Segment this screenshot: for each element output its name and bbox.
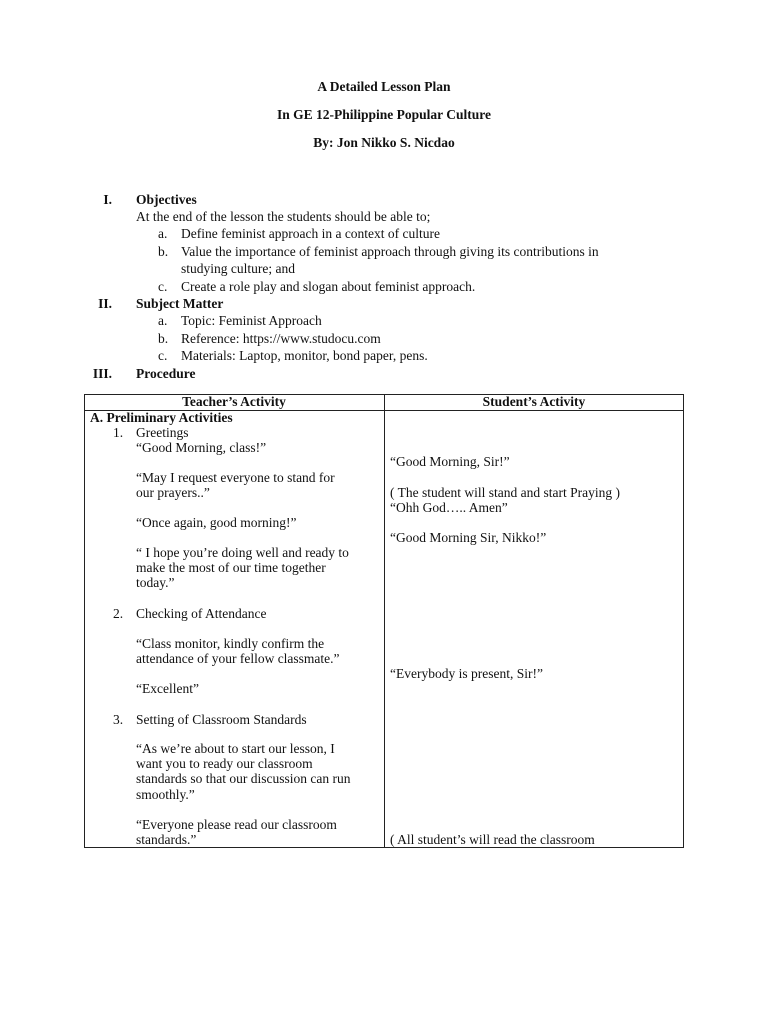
standards-number: 3. (113, 712, 124, 727)
attendance-heading: Checking of Attendance (136, 606, 267, 621)
objective-item-b-line2: studying culture; and (181, 261, 295, 276)
procedure-heading: Procedure (136, 366, 196, 381)
teacher-line: “Everyone please read our classroom (136, 817, 337, 832)
student-line: ( All student’s will read the classroom (390, 832, 595, 847)
document-title: A Detailed Lesson Plan (317, 79, 451, 94)
subject-marker-a: a. (158, 313, 168, 328)
teacher-line: “Class monitor, kindly confirm the (136, 636, 325, 651)
objective-item-c: Create a role play and slogan about feminist approach. (181, 279, 476, 294)
attendance-number: 2. (113, 606, 124, 621)
preliminary-activities: A. Preliminary Activities (90, 410, 233, 425)
student-activity-header: Student’s Activity (482, 394, 586, 409)
student-line: “Good Morning Sir, Nikko!” (390, 530, 547, 545)
teacher-line: “As we’re about to start our lesson, I (136, 741, 335, 756)
teacher-line: “ I hope you’re doing well and ready to (136, 545, 349, 560)
subject-topic: Topic: Feminist Approach (181, 313, 322, 328)
objectives-heading: Objectives (136, 192, 197, 207)
teacher-line: attendance of your fellow classmate.” (136, 651, 340, 666)
greetings-heading: Greetings (136, 425, 189, 440)
standards-heading: Setting of Classroom Standards (136, 712, 307, 727)
objective-marker-a: a. (158, 226, 168, 241)
teacher-line: “Once again, good morning!” (136, 515, 297, 530)
teacher-line: standards.” (136, 832, 197, 847)
subject-materials: Materials: Laptop, monitor, bond paper, pens. (181, 348, 428, 363)
course-title: In GE 12-Philippine Popular Culture (276, 107, 492, 122)
objectives-numeral: I. (103, 192, 112, 207)
objectives-intro: At the end of the lesson the students should be able to; (136, 209, 431, 224)
teacher-line: “Good Morning, class!” (136, 440, 267, 455)
procedure-numeral: III. (92, 366, 112, 381)
teacher-line: make the most of our time together (136, 560, 326, 575)
table-column-divider (384, 394, 385, 848)
teacher-line: our prayers..” (136, 485, 210, 500)
teacher-line: standards so that our discussion can run (136, 771, 351, 786)
student-line: “Ohh God….. Amen” (390, 500, 508, 515)
student-line: “Good Morning, Sir!” (390, 454, 510, 469)
author-line: By: Jon Nikko S. Nicdao (313, 135, 455, 150)
teacher-line: smoothly.” (136, 787, 195, 802)
subject-marker-b: b. (158, 331, 169, 346)
teacher-activity-header: Teacher’s Activity (182, 394, 286, 409)
student-line: ( The student will stand and start Praying ) (390, 485, 620, 500)
subject-matter-heading: Subject Matter (136, 296, 224, 311)
subject-reference: Reference: https://www.studocu.com (181, 331, 381, 346)
objective-marker-b: b. (158, 244, 169, 259)
teacher-line: “Excellent” (136, 681, 199, 696)
objective-item-a: Define feminist approach in a context of culture (181, 226, 441, 241)
teacher-line: today.” (136, 575, 175, 590)
greetings-number: 1. (113, 425, 124, 440)
subject-marker-c: c. (158, 348, 168, 363)
teacher-line: want you to ready our classroom (136, 756, 313, 771)
student-line: “Everybody is present, Sir!” (390, 666, 543, 681)
objective-item-b-line1: Value the importance of feminist approach through giving its contributions in (181, 244, 599, 259)
objective-marker-c: c. (158, 279, 168, 294)
subject-matter-numeral: II. (98, 296, 112, 311)
teacher-line: “May I request everyone to stand for (136, 470, 335, 485)
